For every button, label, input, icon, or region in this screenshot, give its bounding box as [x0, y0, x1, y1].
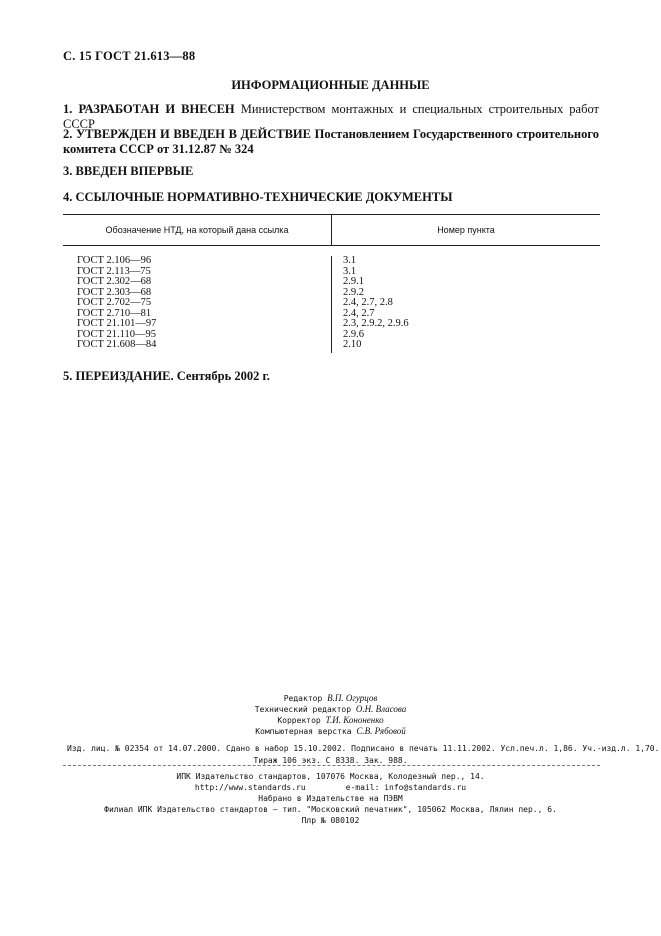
table-cell-clause: 2.9.6 — [343, 328, 364, 340]
table-body — [63, 246, 600, 353]
plr-line: Плр № 080102 — [301, 816, 360, 825]
table-cell-clause: 3.1 — [343, 255, 357, 266]
credit-name: Т.И. Кононенко — [325, 715, 384, 725]
table-cell-clause: 2.4, 2.7 — [343, 307, 375, 319]
document-column — [63, 256, 332, 353]
info-item-introduced — [63, 164, 599, 179]
item-text: Постановлением Государственного строительного комитета СССР от 31.12.87 № 324 — [63, 127, 599, 156]
table-cell-document: ГОСТ 2.302—68 — [77, 276, 152, 287]
item-number: 2. — [63, 127, 73, 141]
info-item-references — [63, 190, 599, 205]
table-cell-document: ГОСТ 2.710—81 — [77, 307, 152, 319]
table-cell-document: ГОСТ 2.113—75 — [77, 265, 151, 277]
credit-label: Корректор — [277, 716, 321, 725]
table-cell-clause: 2.4, 2.7, 2.8 — [343, 297, 393, 308]
item-number: 1. — [63, 102, 73, 116]
column-header-document: Обозначение НТД, на который дана ссылка — [63, 215, 332, 245]
item-lead: РАЗРАБОТАН И ВНЕСЕН — [78, 102, 235, 116]
section-title: ИНФОРМАЦИОННЫЕ ДАННЫЕ — [231, 78, 430, 92]
page-reference-header: С. 15 ГОСТ 21.613—88 — [63, 49, 196, 63]
contacts-line — [0, 782, 661, 793]
item-lead: УТВЕРЖДЕН И ВВЕДЕН В ДЕЙСТВИЕ — [75, 127, 311, 141]
website-link[interactable]: http://www.standards.ru — [194, 783, 306, 792]
table-cell-document: ГОСТ 21.608—84 — [77, 339, 157, 350]
imprint-credits — [0, 693, 661, 737]
credit-name: С.В. Рябовой — [356, 726, 406, 736]
credit-layout — [0, 726, 661, 737]
item-number: 4. — [63, 190, 73, 204]
table-cell-document: ГОСТ 2.702—75 — [77, 297, 152, 308]
table-cell-document: ГОСТ 21.101—97 — [77, 318, 157, 329]
info-item-reissue — [63, 369, 599, 384]
publisher-line: ИПК Издательство стандартов, 107076 Москва, Колодезный пер., 14. — [176, 772, 485, 781]
credit-name: О.Н. Власова — [355, 704, 407, 714]
dashed-divider — [63, 765, 600, 766]
credit-name: В.П. Огурцов — [327, 693, 378, 703]
table-cell-clause: 2.9.1 — [343, 276, 364, 287]
publisher-block — [0, 771, 661, 826]
table-cell-document: ГОСТ 2.106—96 — [77, 255, 152, 266]
item-number: 5. — [63, 369, 73, 383]
item-lead: ССЫЛОЧНЫЕ НОРМАТИВНО-ТЕХНИЧЕСКИЕ ДОКУМЕНТЫ — [75, 190, 453, 204]
credit-corrector — [0, 715, 661, 726]
print-run-text: Тираж 106 экз. С 8338. Зак. 988. — [253, 756, 408, 765]
table-cell-clause: 2.9.2 — [343, 286, 364, 298]
table-cell-clause: 2.3, 2.9.2, 2.9.6 — [343, 318, 409, 329]
credit-label: Технический редактор — [254, 705, 352, 714]
license-line: Изд. лиц. № 02354 от 14.07.2000. Сдано в набор 15.10.2002. Подписано в печать 11.11.2002. Усл.печ.л. 1,86. Уч.-изд.л. 1,70. — [67, 744, 660, 753]
email-link[interactable]: e-mail: info@standards.ru — [345, 783, 467, 792]
clause-column — [332, 256, 600, 353]
credit-label: Компьютерная верстка — [255, 727, 352, 736]
credit-tech-editor — [0, 704, 661, 715]
table-cell-document: ГОСТ 2.303—68 — [77, 286, 152, 298]
table-cell-clause: 3.1 — [343, 265, 357, 277]
table-cell-clause: 2.10 — [343, 339, 362, 350]
typeset-line: Набрано в Издательстве на ПЭВМ — [258, 794, 403, 803]
branch-line: Филиал ИПК Издательство стандартов — тип. "Московский печатник", 105062 Москва, Лялин пер., 6. — [104, 805, 557, 814]
credit-editor — [0, 693, 661, 704]
item-lead: ПЕРЕИЗДАНИЕ. Сентябрь 2002 г. — [75, 369, 270, 383]
item-lead: ВВЕДЕН ВПЕРВЫЕ — [75, 164, 194, 178]
info-item-approved — [63, 127, 599, 157]
credit-label: Редактор — [283, 694, 323, 703]
table-header — [63, 215, 600, 246]
column-header-clause: Номер пункта — [437, 225, 495, 235]
item-text: Министерством монтажных и специальных строительных работ СССР — [63, 102, 599, 131]
table-cell-document: ГОСТ 21.110—95 — [77, 328, 157, 340]
item-number: 3. — [63, 164, 73, 178]
reference-documents-table — [63, 214, 600, 353]
